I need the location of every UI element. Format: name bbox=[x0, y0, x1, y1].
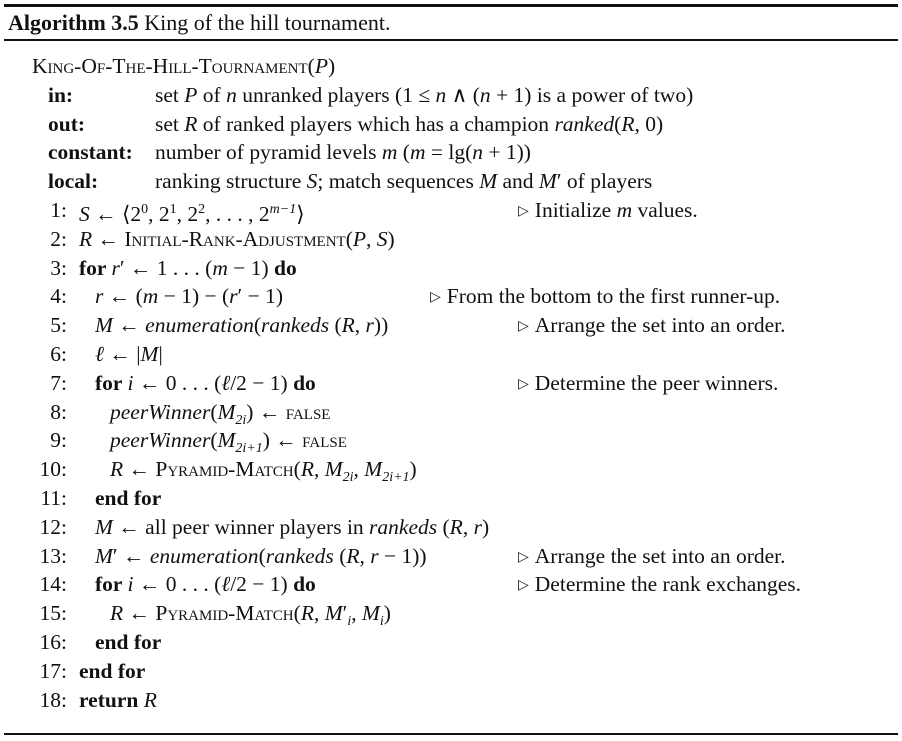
comment-triangle-icon: ▷ bbox=[518, 376, 529, 392]
math-segment: Arrange the set into an order. bbox=[534, 313, 786, 338]
io-text bbox=[155, 138, 531, 167]
line-number: 7: bbox=[50, 370, 67, 395]
algorithm-line bbox=[0, 282, 902, 311]
io-row bbox=[0, 81, 902, 110]
math-segment: 2i bbox=[342, 470, 354, 486]
comment-triangle-icon: ▷ bbox=[430, 290, 441, 306]
line-code bbox=[95, 542, 427, 571]
algorithm-caption bbox=[8, 8, 391, 38]
math-segment: ← all peer winner players in bbox=[112, 514, 370, 539]
line-number: 6: bbox=[50, 341, 67, 366]
math-segment: M bbox=[95, 543, 113, 568]
math-segment: M bbox=[364, 457, 383, 482]
math-segment: ) bbox=[387, 226, 395, 251]
math-segment: R bbox=[79, 226, 93, 251]
math-segment: ( bbox=[329, 313, 342, 338]
math-segment: ( bbox=[397, 140, 410, 165]
comment-triangle-icon: ▷ bbox=[518, 319, 529, 335]
math-segment: From the bottom to the first runner-up. bbox=[446, 284, 781, 309]
procedure-signature bbox=[0, 52, 902, 81]
math-segment: Arrange the set into an order. bbox=[534, 543, 786, 568]
math-segment: ) bbox=[409, 457, 417, 482]
math-segment: M bbox=[324, 457, 343, 482]
math-segment: Pyramid-Match bbox=[155, 457, 294, 482]
math-segment: ( bbox=[258, 543, 266, 568]
math-segment: R bbox=[184, 111, 198, 136]
math-segment: ℓ bbox=[221, 572, 231, 597]
math-segment: Pyramid-Match bbox=[155, 601, 294, 626]
math-segment: − 1)) bbox=[378, 543, 427, 568]
math-segment: end for bbox=[79, 658, 146, 683]
math-segment: for bbox=[79, 255, 112, 280]
math-segment: P bbox=[314, 54, 328, 78]
math-segment: ← 0 . . . ( bbox=[133, 370, 222, 395]
math-segment: ( bbox=[614, 111, 622, 136]
math-segment: r bbox=[473, 514, 482, 539]
comment-triangle-icon: ▷ bbox=[518, 578, 529, 594]
math-segment: R bbox=[300, 601, 314, 626]
math-segment: 1 bbox=[169, 201, 177, 217]
math-segment: m−1 bbox=[269, 201, 297, 217]
math-segment: return bbox=[79, 687, 144, 712]
math-segment: enumeration bbox=[149, 543, 259, 568]
io-label: out: bbox=[48, 111, 86, 136]
math-segment: rankeds bbox=[261, 313, 330, 338]
math-segment: ← ( bbox=[103, 284, 143, 309]
math-segment: r bbox=[111, 255, 120, 280]
io-text bbox=[155, 110, 663, 139]
math-segment: ⟩ bbox=[296, 201, 305, 226]
line-code bbox=[95, 513, 489, 542]
math-segment: ) bbox=[481, 514, 490, 539]
math-segment: R bbox=[110, 457, 124, 482]
math-segment: S bbox=[79, 201, 90, 226]
math-segment: ( bbox=[437, 514, 450, 539]
math-segment: , 0) bbox=[634, 111, 664, 136]
math-segment: = lg( bbox=[425, 140, 473, 165]
math-segment: /2 − 1) bbox=[230, 370, 294, 395]
line-code bbox=[79, 254, 297, 283]
math-segment: ) bbox=[383, 601, 391, 626]
math-segment: do bbox=[293, 370, 316, 395]
math-segment: Determine the rank exchanges. bbox=[534, 572, 802, 597]
line-number: 10: bbox=[39, 457, 67, 482]
math-segment: ) ← bbox=[262, 428, 303, 453]
math-segment: ; match sequences bbox=[317, 169, 480, 194]
math-segment: ← | bbox=[103, 341, 141, 366]
math-segment: , bbox=[353, 457, 365, 482]
math-segment: rankeds bbox=[265, 543, 334, 568]
line-number: 9: bbox=[50, 428, 67, 453]
algorithm-line bbox=[0, 196, 902, 225]
math-segment: M bbox=[361, 601, 380, 626]
math-segment: set bbox=[155, 111, 185, 136]
math-segment: M bbox=[324, 601, 343, 626]
algorithm-body bbox=[0, 52, 902, 714]
top-rule bbox=[4, 4, 898, 7]
math-segment: ℓ bbox=[221, 370, 231, 395]
math-segment: n bbox=[472, 140, 484, 165]
math-segment: r bbox=[370, 543, 379, 568]
math-segment: R bbox=[300, 457, 314, 482]
math-segment: M bbox=[217, 428, 236, 453]
math-segment: , bbox=[313, 457, 325, 482]
math-segment: ′ ← bbox=[112, 543, 150, 568]
algorithm-line bbox=[0, 369, 902, 398]
math-segment: r bbox=[365, 313, 374, 338]
math-segment: )) bbox=[373, 313, 389, 338]
math-segment: ′ bbox=[342, 601, 348, 626]
math-segment: i bbox=[127, 370, 134, 395]
io-label: in: bbox=[48, 82, 74, 107]
line-number: 17: bbox=[39, 658, 67, 683]
line-number: 2: bbox=[50, 226, 67, 251]
math-segment: , bbox=[313, 601, 325, 626]
math-segment: − 1) bbox=[227, 255, 275, 280]
math-segment: end for bbox=[95, 485, 162, 510]
math-segment: n bbox=[435, 82, 447, 107]
math-segment: R bbox=[341, 313, 355, 338]
algorithm-line bbox=[0, 398, 902, 427]
math-segment: 2 bbox=[198, 201, 206, 217]
math-segment: ( bbox=[253, 313, 262, 338]
math-segment: i bbox=[127, 572, 134, 597]
math-segment: for bbox=[95, 370, 128, 395]
math-segment: m bbox=[381, 140, 398, 165]
math-segment: | bbox=[158, 341, 163, 366]
algorithm-line bbox=[0, 570, 902, 599]
math-segment: ← ⟨2 bbox=[89, 201, 142, 226]
math-segment: P bbox=[352, 226, 367, 251]
algorithm-line bbox=[0, 513, 902, 542]
math-segment: M bbox=[140, 341, 159, 366]
math-segment: R bbox=[143, 687, 157, 712]
caption-rule bbox=[4, 39, 898, 41]
math-segment: n bbox=[479, 82, 491, 107]
math-segment: P bbox=[184, 82, 198, 107]
algorithm-line bbox=[0, 455, 902, 484]
algorithm-line bbox=[0, 657, 902, 686]
math-segment: m bbox=[142, 284, 159, 309]
math-segment: R bbox=[621, 111, 635, 136]
math-segment: ′ of players bbox=[556, 169, 653, 194]
math-segment: of ranked players which has a champion bbox=[197, 111, 555, 136]
math-segment: and bbox=[497, 169, 539, 194]
algorithm-line bbox=[0, 542, 902, 571]
line-code bbox=[95, 311, 388, 340]
algorithm-line bbox=[0, 225, 902, 254]
math-segment: Initialize bbox=[534, 197, 617, 222]
io-label: constant: bbox=[48, 140, 133, 165]
line-number: 16: bbox=[39, 629, 67, 654]
math-segment: /2 − 1) bbox=[230, 572, 294, 597]
math-segment: ← 0 . . . ( bbox=[133, 572, 222, 597]
math-segment: M bbox=[538, 169, 557, 194]
io-text bbox=[155, 81, 693, 110]
math-segment: , . . . , 2 bbox=[205, 201, 270, 226]
math-segment: + 1)) bbox=[483, 140, 531, 165]
math-segment: Initial-Rank-Adjustment bbox=[124, 226, 346, 251]
algorithm-line bbox=[0, 426, 902, 455]
math-segment: 2i+1 bbox=[235, 441, 263, 457]
math-segment: 2i+1 bbox=[382, 470, 410, 486]
line-number: 18: bbox=[39, 687, 67, 712]
math-segment: m bbox=[212, 255, 228, 280]
math-segment: rankeds bbox=[369, 514, 438, 539]
algorithm-line bbox=[0, 311, 902, 340]
math-segment: n bbox=[226, 82, 237, 107]
math-segment: do bbox=[274, 255, 297, 280]
math-segment: ( bbox=[293, 601, 301, 626]
io-row bbox=[0, 138, 902, 167]
math-segment: end for bbox=[95, 629, 162, 654]
io-text bbox=[155, 167, 652, 196]
line-code bbox=[79, 686, 157, 715]
algorithm-line bbox=[0, 686, 902, 715]
math-segment: 2i bbox=[235, 412, 247, 428]
math-segment: ← bbox=[123, 457, 156, 482]
math-segment: values. bbox=[632, 197, 698, 222]
io-label: local: bbox=[48, 169, 99, 194]
math-segment: ranking structure bbox=[155, 169, 307, 194]
algorithm-line bbox=[0, 599, 902, 628]
math-segment: number of pyramid levels bbox=[155, 140, 382, 165]
math-segment: ′ − 1) bbox=[237, 284, 284, 309]
math-segment: set bbox=[155, 82, 185, 107]
math-segment: M bbox=[95, 313, 113, 338]
math-segment: r bbox=[229, 284, 238, 309]
math-segment: Determine the peer winners. bbox=[534, 370, 779, 395]
math-segment: false bbox=[302, 428, 347, 453]
line-number: 1: bbox=[50, 197, 67, 222]
math-segment: M bbox=[479, 169, 498, 194]
math-segment: S bbox=[376, 226, 388, 251]
math-segment: ) bbox=[327, 54, 336, 78]
math-segment: ) ← bbox=[246, 399, 286, 424]
math-segment: ← bbox=[112, 313, 146, 338]
math-segment: of bbox=[197, 82, 227, 107]
line-number: 12: bbox=[39, 514, 67, 539]
math-segment: peerWinner bbox=[110, 399, 211, 424]
math-segment: i bbox=[347, 614, 352, 630]
math-segment: ( bbox=[307, 54, 315, 78]
math-segment: r bbox=[95, 284, 104, 309]
math-segment: ∧ ( bbox=[446, 82, 480, 107]
math-segment: m bbox=[409, 140, 426, 165]
math-segment: M bbox=[217, 399, 236, 424]
line-code bbox=[95, 340, 163, 369]
math-segment: 0 bbox=[141, 201, 149, 217]
math-segment: , bbox=[359, 543, 371, 568]
math-segment: + 1) is a power of two) bbox=[490, 82, 694, 107]
math-segment: , 2 bbox=[148, 201, 170, 226]
math-segment: i bbox=[379, 614, 384, 630]
math-segment: peerWinner bbox=[110, 428, 211, 453]
algorithm-line bbox=[0, 254, 902, 283]
algorithm-line bbox=[0, 340, 902, 369]
math-segment: R bbox=[110, 601, 124, 626]
bottom-rule bbox=[4, 733, 898, 735]
line-code bbox=[95, 484, 161, 513]
line-code bbox=[95, 282, 283, 311]
math-segment: ( bbox=[345, 226, 353, 251]
math-segment: ( bbox=[210, 428, 218, 453]
math-segment: S bbox=[306, 169, 318, 194]
math-segment: unranked players (1 ≤ bbox=[236, 82, 436, 107]
math-segment: , bbox=[366, 226, 377, 251]
math-segment: enumeration bbox=[145, 313, 254, 338]
algorithm-label: Algorithm 3.5 bbox=[8, 10, 139, 35]
line-code bbox=[95, 369, 316, 398]
math-segment: ← bbox=[123, 601, 156, 626]
math-segment: , bbox=[354, 313, 366, 338]
math-segment: ( bbox=[333, 543, 347, 568]
comment-triangle-icon: ▷ bbox=[518, 549, 529, 565]
comment-triangle-icon: ▷ bbox=[518, 203, 529, 219]
math-segment: false bbox=[285, 399, 331, 424]
io-row bbox=[0, 110, 902, 139]
math-segment: ← bbox=[92, 226, 125, 251]
line-code bbox=[95, 570, 316, 599]
math-segment: R bbox=[449, 514, 463, 539]
algorithm-line bbox=[0, 484, 902, 513]
line-code bbox=[79, 225, 395, 254]
math-segment: ′ ← 1 . . . ( bbox=[119, 255, 213, 280]
algorithm-title: King of the hill tournament. bbox=[144, 10, 391, 35]
line-number: 13: bbox=[39, 543, 67, 568]
line-number: 3: bbox=[50, 255, 67, 280]
line-number: 14: bbox=[39, 572, 67, 597]
line-number: 4: bbox=[50, 284, 67, 309]
math-segment: , 2 bbox=[176, 201, 199, 226]
math-segment: − 1) − ( bbox=[158, 284, 230, 309]
math-segment: ℓ bbox=[95, 341, 104, 366]
algorithm-line bbox=[0, 628, 902, 657]
line-number: 8: bbox=[50, 399, 67, 424]
math-segment: do bbox=[293, 572, 316, 597]
line-code bbox=[79, 657, 145, 686]
line-number: 15: bbox=[39, 601, 67, 626]
line-number: 5: bbox=[50, 313, 67, 338]
math-segment: ( bbox=[293, 457, 301, 482]
math-segment: King-Of-The-Hill-Tournament bbox=[32, 54, 308, 78]
math-segment: M bbox=[95, 514, 113, 539]
math-segment: , bbox=[351, 601, 362, 626]
math-segment: , bbox=[462, 514, 474, 539]
math-segment: m bbox=[616, 197, 633, 222]
math-segment: for bbox=[95, 572, 128, 597]
math-segment: ranked bbox=[554, 111, 615, 136]
line-code bbox=[95, 628, 161, 657]
io-row bbox=[0, 167, 902, 196]
math-segment: R bbox=[346, 543, 360, 568]
math-segment: ( bbox=[210, 399, 218, 424]
line-number: 11: bbox=[40, 485, 67, 510]
